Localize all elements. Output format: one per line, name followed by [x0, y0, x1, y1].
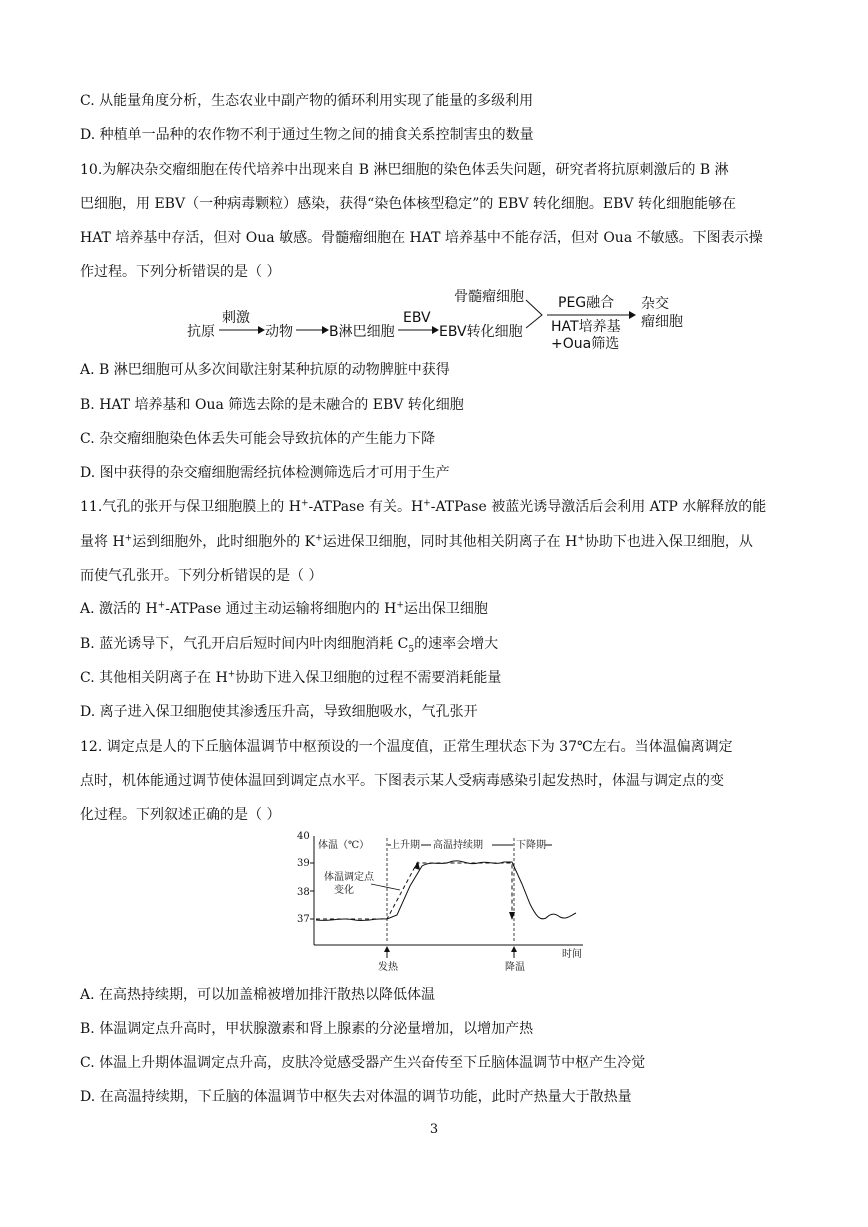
q11-option-b: B. 蓝光诱导下，气孔开启后短时间内叶肉细胞消耗 $C_5$的速率会增大: [80, 636, 499, 655]
ytick-40: 40: [297, 831, 310, 842]
flow-peg: PEG融合: [558, 295, 615, 311]
marker-cool: 降温: [505, 962, 525, 973]
flow-hat: HAT培养基: [551, 319, 621, 335]
q10-option-a: A. B 淋巴细胞可从多次间歇注射某种抗原的动物脾脏中获得: [80, 362, 450, 378]
q11-option-d: D. 离子进入保卫细胞使其渗透压升高，导致细胞吸水，气孔张开: [80, 704, 478, 720]
flow-hybrid-line1: 杂交: [641, 296, 669, 312]
setpoint-label-line2: 变化: [334, 885, 354, 896]
graph-xlabel: 时间: [562, 949, 582, 960]
q12-option-d: D. 在高温持续期，下丘脑的体温调节中枢失去对体温的调节功能，此时产热量大于散热量: [80, 1089, 632, 1105]
q10-stem-line3: HAT 培养基中存活，但对 Oua 敏感。骨髓瘤细胞在 HAT 培养基中不能存活，但对 Oua 不敏感。下图表示操: [80, 230, 763, 246]
marker-fever: 发热: [378, 962, 398, 973]
flow-myeloma: 骨髓瘤细胞: [454, 289, 524, 305]
graph-ylabel: 体温（℃）: [318, 840, 370, 851]
phase-high: 高温持续期: [433, 840, 483, 851]
q10-option-c: C. 杂交瘤细胞染色体丢失可能会导致抗体的产生能力下降: [80, 431, 436, 447]
q12-option-c: C. 体温上升期体温调定点升高，皮肤冷觉感受器产生兴奋传至下丘脑体温调节中枢产生冷觉: [80, 1055, 646, 1071]
q12-stem-line1: 12. 调定点是人的下丘脑体温调节中枢预设的一个温度值，正常生理状态下为 37℃左右。当体温偏离调定: [80, 739, 733, 755]
setpoint-label-line1: 体温调定点: [324, 872, 374, 883]
q11-option-a: A. 激活的 H+-ATPase 通过主动运输将细胞内的 H+运出保卫细胞: [80, 600, 488, 617]
flow-oua: +Oua筛选: [551, 336, 620, 352]
q12-stem-line3: 化过程。下列叙述正确的是（ ）: [80, 807, 281, 823]
ytick-38: 38: [297, 887, 310, 898]
flow-hybrid-line2: 瘤细胞: [641, 314, 683, 330]
ytick-37: 37: [297, 914, 310, 925]
phase-fall: 下降期: [516, 840, 546, 851]
q11-stem-line1: 11.气孔的张开与保卫细胞膜上的 H+-ATPase 有关。H+-ATPase 被蓝光诱导激活后会利用 ATP 水解释放的能: [80, 498, 767, 515]
phase-rise: 上升期: [390, 840, 420, 851]
q9-option-d: D. 种植单一品种的农作物不利于通过生物之间的捕食关系控制害虫的数量: [80, 127, 534, 143]
q12-option-b: B. 体温调定点升高时，甲状腺激素和肾上腺素的分泌量增加，以增加产热: [80, 1021, 534, 1037]
q10-option-b: B. HAT 培养基和 Oua 筛选去除的是未融合的 EBV 转化细胞: [80, 397, 464, 413]
q12-stem-line2: 点时，机体能通过调节使体温回到调定点水平。下图表示某人受病毒感染引起发热时，体温与调定点的变: [80, 773, 724, 789]
ytick-39: 39: [297, 858, 310, 869]
flow-animal: 动物: [265, 324, 293, 340]
flow-stimulate: 刺激: [222, 310, 250, 326]
q11-stem-line3: 而使气孔张开。下列分析错误的是（ ）: [80, 568, 323, 584]
q10-stem-line2: 巴细胞，用 EBV（一种病毒颗粒）感染，获得“染色体核型稳定”的 EBV 转化细胞。EBV 转化细胞能够在: [80, 196, 736, 212]
q11-stem-line2: 量将 H+运到细胞外，此时细胞外的 K+运进保卫细胞，同时其他相关阴离子在 H+协助下也进入保卫细胞，从: [80, 533, 753, 550]
flow-ebvcell: EBV转化细胞: [439, 324, 523, 340]
page-number: 3: [429, 1122, 439, 1137]
q10-stem-line1: 10.为解决杂交瘤细胞在传代培养中出现来自 B 淋巴细胞的染色体丢失问题，研究者将抗原刺激后的 B 淋: [80, 162, 729, 178]
flow-ebv: EBV: [403, 310, 431, 326]
flow-bcell: B淋巴细胞: [329, 324, 395, 340]
q12-option-a: A. 在高热持续期，可以加盖棉被增加排汗散热以降低体温: [80, 987, 436, 1003]
q10-stem-line4: 作过程。下列分析错误的是（ ）: [80, 264, 281, 280]
q10-option-d: D. 图中获得的杂交瘤细胞需经抗体检测筛选后才可用于生产: [80, 465, 450, 481]
q9-option-c: C. 从能量角度分析，生态农业中副产物的循环利用实现了能量的多级利用: [80, 93, 534, 109]
flow-antigen: 抗原: [187, 324, 215, 340]
q11-option-c: C. 其他相关阴离子在 H+协助下进入保卫细胞的过程不需要消耗能量: [80, 669, 502, 686]
